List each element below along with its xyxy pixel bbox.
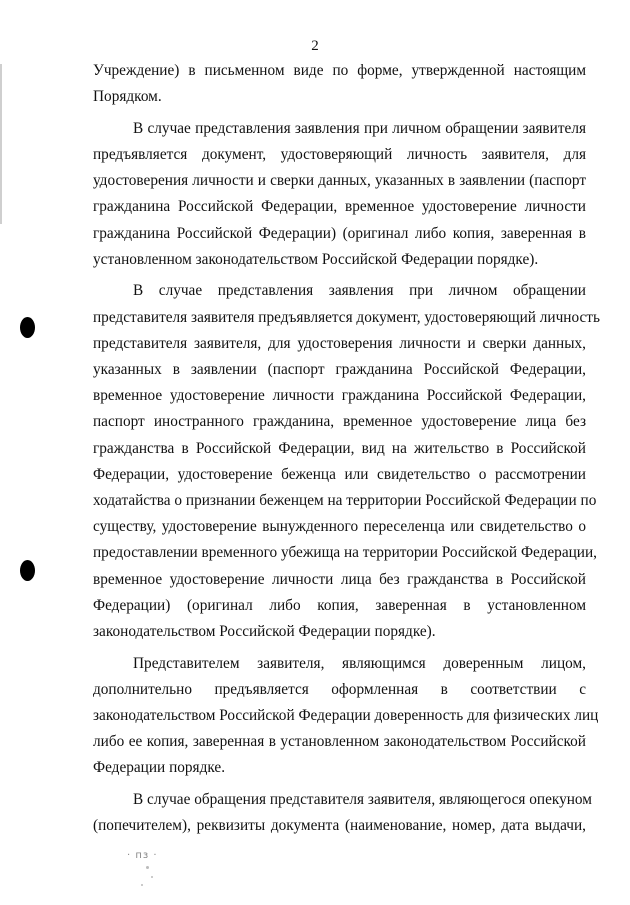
text-line: В случае представления заявления при личном обращении [133,282,586,300]
document-body [93,58,600,845]
binder-hole [20,560,35,581]
text-line: временное удостоверение личности гражданина Российской Федерации, [93,387,586,405]
text-line: Федерации, удостоверение беженца или свидетельство о рассмотрении [93,465,586,483]
text-line: дополнительно предъявляется оформленная в соответствии с [93,680,586,698]
text-line: Федерации порядке. [93,759,226,777]
text-line: Федерации) (оригинал либо копия, заверенная в установленном [93,596,586,614]
scan-speck [146,866,149,869]
text-line: законодательством Российской Федерации доверенность для физических лиц [93,707,599,725]
text-line: представителя заявителя, для удостоверения личности и сверки данных, [93,334,586,352]
text-line: указанных в заявлении (паспорт гражданина Российской Федерации, [93,361,586,379]
text-line: Представителем заявителя, являющимся доверенным лицом, [133,654,586,672]
text-line: ходатайства о признании беженцем на территории Российской Федерации по [93,492,597,510]
text-line: существу, удостоверение вынужденного переселенца или свидетельство о [93,518,586,536]
text-line: гражданина Российской Федерации) (оригинал либо копия, заверенная в [93,224,586,242]
paragraph [93,58,586,110]
text-line: временное удостоверение личности лица без гражданства в Российской [93,570,586,588]
paragraph [93,651,599,782]
text-line: удостоверения личности и сверки данных, указанных в заявлении (паспорт [93,172,586,190]
text-line: установленном законодательством Российской Федерации порядке). [93,250,539,268]
binder-hole [20,317,35,338]
paragraph [93,116,586,273]
text-line: (попечителем), реквизиты документа (наименование, номер, дата выдачи, [93,817,586,835]
paragraph [93,787,592,839]
text-line: законодательством Российской Федерации порядке). [93,623,436,641]
text-line: либо ее копия, заверенная в установленном законодательством Российской [93,733,586,751]
text-line: представителя заявителя предъявляется документ, удостоверяющий личность [93,308,600,326]
text-line: Порядком. [93,88,162,106]
scan-edge-mark [0,64,2,224]
page-number: 2 [311,38,319,54]
text-line: паспорт иностранного гражданина, временное удостоверение лица без [93,413,586,431]
text-line: предоставлении временного убежища на территории Российской Федерации, [93,544,598,562]
scan-speck [151,876,153,878]
text-line: гражданина Российской Федерации, временное удостоверение личности [93,198,586,216]
text-line: гражданства в Российской Федерации, вид на жительство в Российской [93,439,586,457]
text-line: В случае представления заявления при личном обращении заявителя [133,119,586,137]
text-line: предъявляется документ, удостоверяющий личность заявителя, для [93,146,586,163]
scan-speck [141,884,143,886]
footer-mark: · пз · [127,850,158,861]
text-line: В случае обращения представителя заявителя, являющегося опекуном [133,791,592,809]
text-line: Учреждение) в письменном виде по форме, утвержденной настоящим [93,62,586,79]
paragraph [93,278,600,645]
